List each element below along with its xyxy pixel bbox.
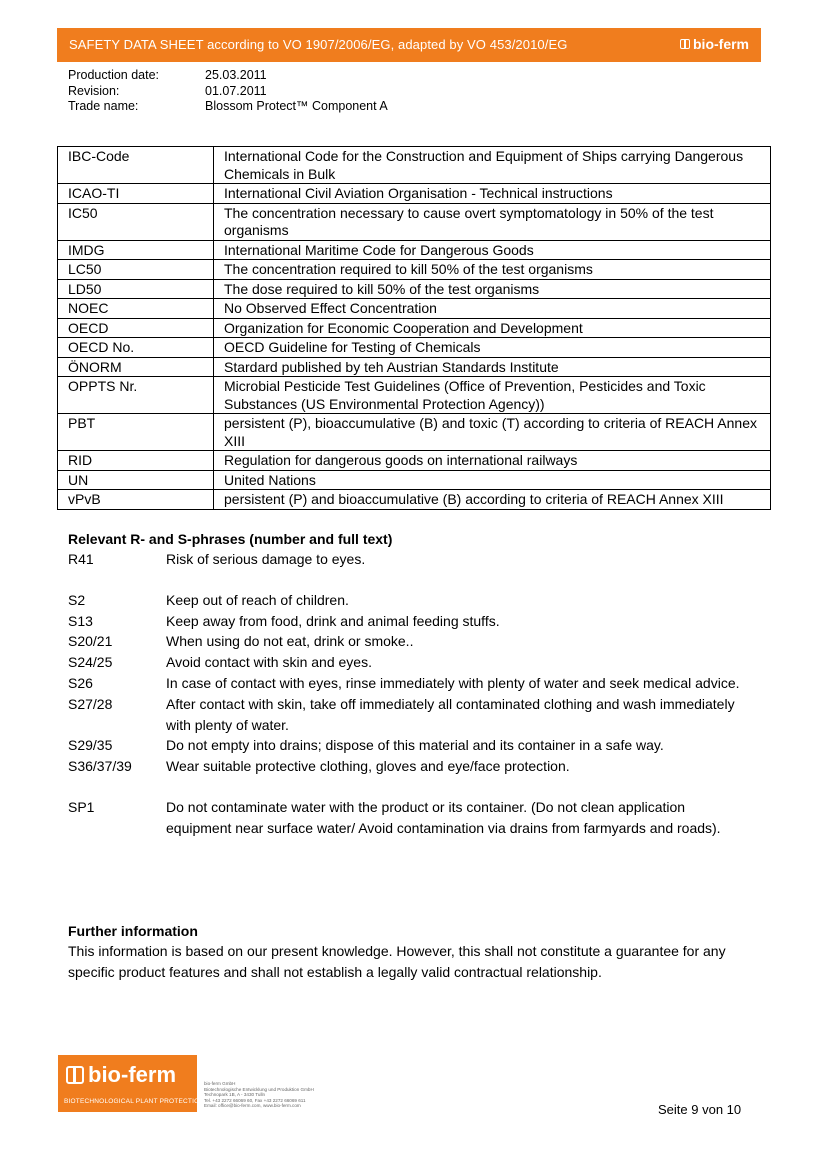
table-row xyxy=(58,279,771,299)
abbr-code: ÖNORM xyxy=(58,357,214,377)
phrase-text: After contact with skin, take off immediately all contaminated clothing and wash immediately with plenty of water. xyxy=(166,695,735,733)
phrase-row xyxy=(68,611,752,632)
abbr-code: IMDG xyxy=(58,240,214,260)
abbr-text: OECD Guideline for Testing of Chemicals xyxy=(214,338,771,358)
address-line: Biotechnologische Entwicklung und Produktion GmbH xyxy=(204,1086,314,1092)
meta-value: Blossom Protect™ Component A xyxy=(205,99,388,113)
abbr-code: LD50 xyxy=(58,279,214,299)
header-logo xyxy=(680,36,749,52)
header-logo-text: bio-ferm xyxy=(693,36,749,52)
footer-logo-name xyxy=(66,1062,176,1088)
phrases-section xyxy=(68,529,752,839)
phrase-text: Keep away from food, drink and animal feeding stuffs. xyxy=(166,612,500,629)
abbr-text: Microbial Pesticide Test Guidelines (Office of Prevention, Pesticides and Toxic Substances (US Environmental Protection Agency)) xyxy=(214,377,771,414)
phrase-code: S27/28 xyxy=(68,695,113,712)
abbr-code: ICAO-TI xyxy=(58,184,214,204)
phrase-text: Risk of serious damage to eyes. xyxy=(166,551,366,567)
abbr-text: persistent (P), bioaccumulative (B) and toxic (T) according to criteria of REACH Annex XIII xyxy=(214,414,771,451)
table-row xyxy=(58,260,771,280)
phrase-text: When using do not eat, drink or smoke.. xyxy=(166,633,414,650)
phrase-text: Keep out of reach of children. xyxy=(166,591,349,608)
abbreviations-table xyxy=(57,146,771,510)
table-row xyxy=(58,240,771,260)
phrase-code: S2 xyxy=(68,591,86,608)
abbr-text: United Nations xyxy=(214,470,771,490)
header-bar xyxy=(57,28,761,62)
footer-logo-text: bio-ferm xyxy=(88,1062,176,1087)
abbr-text: International Civil Aviation Organisation - Technical instructions xyxy=(214,184,771,204)
abbr-code: OECD No. xyxy=(58,338,214,358)
abbr-code: PBT xyxy=(58,414,214,451)
spacer xyxy=(68,777,752,797)
phrase-text: Do not empty into drains; dispose of this material and its container in a safe way. xyxy=(166,737,664,754)
document-meta xyxy=(68,68,388,115)
abbr-code: IC50 xyxy=(58,203,214,240)
table-row xyxy=(58,377,771,414)
abbr-code: LC50 xyxy=(58,260,214,280)
phrase-row xyxy=(68,797,752,839)
phrase-row xyxy=(68,590,752,611)
abbr-code: OECD xyxy=(58,318,214,338)
meta-row-production-date xyxy=(68,68,388,84)
table-row xyxy=(58,184,771,204)
page-number: Seite 9 von 10 xyxy=(658,1102,742,1117)
phrase-row xyxy=(68,735,752,756)
table-row xyxy=(58,318,771,338)
address-line: bio-ferm GmbH xyxy=(204,1081,236,1086)
table-row xyxy=(58,490,771,510)
phrase-code: S26 xyxy=(68,674,93,691)
abbr-text: Regulation for dangerous goods on international railways xyxy=(214,451,771,471)
table-row xyxy=(58,147,771,184)
address-line: Technopark 1B, A - 3430 Tulln xyxy=(204,1092,266,1098)
table-row xyxy=(58,338,771,358)
abbr-code: vPvB xyxy=(58,490,214,510)
meta-label: Trade name: xyxy=(68,99,139,113)
table-row xyxy=(58,451,771,471)
table-row xyxy=(58,414,771,451)
meta-value: 01.07.2011 xyxy=(205,83,267,98)
phrase-row xyxy=(68,631,752,652)
phrase-code: S24/25 xyxy=(68,654,113,671)
further-info-title: Further information xyxy=(68,923,198,939)
phrases-title: Relevant R- and S-phrases (number and full text) xyxy=(68,531,393,547)
abbr-text: No Observed Effect Concentration xyxy=(214,299,771,319)
phrase-row xyxy=(68,756,752,777)
abbr-text: The dose required to kill 50% of the test organisms xyxy=(214,279,771,299)
phrase-code: R41 xyxy=(68,551,94,567)
abbr-text: The concentration required to kill 50% of the test organisms xyxy=(214,260,771,280)
abbr-code: NOEC xyxy=(58,299,214,319)
address-line: Tel. +43 2272 66069 60, Fax +43 2272 66069 611 xyxy=(204,1097,306,1103)
phrase-code: S20/21 xyxy=(68,633,113,650)
abbr-text: The concentration necessary to cause overt symptomatology in 50% of the test organisms xyxy=(214,203,771,240)
table-row xyxy=(58,299,771,319)
abbr-code: IBC-Code xyxy=(58,147,214,184)
phrase-row xyxy=(68,673,752,694)
footer-logo-tagline: BIOTECHNOLOGICAL PLANT PROTECTION xyxy=(64,1098,205,1105)
phrase-code: S13 xyxy=(68,612,93,629)
phrase-code: SP1 xyxy=(68,798,95,815)
phrase-code: S29/35 xyxy=(68,737,113,754)
table-row xyxy=(58,357,771,377)
meta-row-revision xyxy=(68,84,388,100)
meta-row-trade-name xyxy=(68,99,388,115)
abbr-code: UN xyxy=(58,470,214,490)
phrase-text: Wear suitable protective clothing, gloves and eye/face protection. xyxy=(166,758,570,775)
spacer xyxy=(68,570,752,590)
abbr-code: OPPTS Nr. xyxy=(58,377,214,414)
phrase-text: In case of contact with eyes, rinse immediately with plenty of water and seek medical advice. xyxy=(166,674,740,691)
meta-label: Revision: xyxy=(68,83,120,98)
meta-label: Production date: xyxy=(68,68,160,82)
address-line: Email: office@bio-ferm.com, www.bio-ferm.com xyxy=(204,1103,301,1109)
phrase-text: Do not contaminate water with the product or its container. (Do not clean application equipment near surface water/ Avoid contamination via drains from farmyards and roads). xyxy=(166,798,721,836)
further-information-section xyxy=(68,921,768,983)
footer-logo xyxy=(58,1055,205,1112)
document-title: SAFETY DATA SHEET according to VO 1907/2006/EG, adapted by VO 453/2010/EG xyxy=(69,37,568,52)
phrase-code: S36/37/39 xyxy=(68,758,132,775)
phrase-row xyxy=(68,694,752,736)
bio-ferm-logo-icon xyxy=(66,1066,84,1084)
phrase-row xyxy=(68,549,752,570)
abbr-text: Organization for Economic Cooperation and Development xyxy=(214,318,771,338)
abbr-text: Stardard published by teh Austrian Standards Institute xyxy=(214,357,771,377)
abbr-text: International Maritime Code for Dangerous Goods xyxy=(214,240,771,260)
table-row xyxy=(58,470,771,490)
further-info-text: This information is based on our present knowledge. However, this shall not constitute a guarantee for any specific product features and shall not establish a legally valid contractual relationship. xyxy=(68,943,726,980)
abbr-code: RID xyxy=(58,451,214,471)
phrase-text: Avoid contact with skin and eyes. xyxy=(166,654,372,671)
phrase-row xyxy=(68,652,752,673)
abbr-text: persistent (P) and bioaccumulative (B) according to criteria of REACH Annex XIII xyxy=(214,490,771,510)
footer-address xyxy=(204,1081,314,1109)
bio-ferm-logo-icon xyxy=(680,39,690,49)
meta-value: 25.03.2011 xyxy=(205,68,267,82)
abbr-text: International Code for the Construction and Equipment of Ships carrying Dangerous Chemicals in Bulk xyxy=(214,147,771,184)
table-row xyxy=(58,203,771,240)
